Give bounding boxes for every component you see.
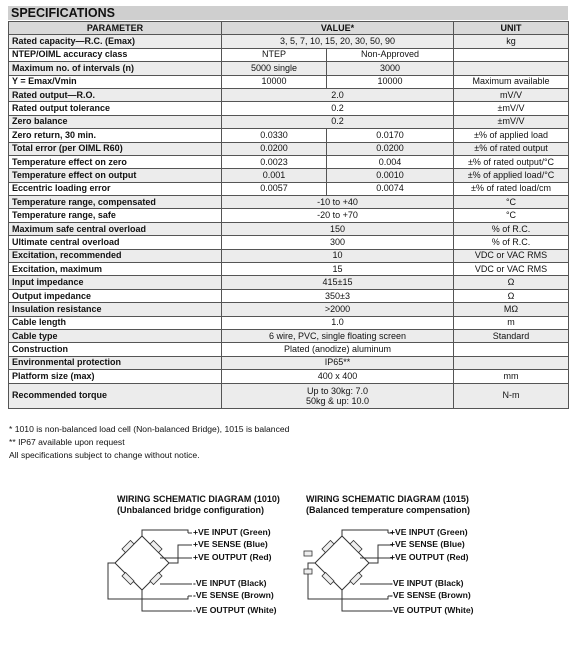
schematic-subtitle: (Balanced temperature compensation) [306, 505, 471, 515]
footnote: ** IP67 available upon request [9, 437, 125, 447]
row-unit: ±% of rated output [454, 142, 569, 155]
wire-label: -VE INPUT (Black) [390, 578, 464, 588]
table-row [9, 115, 569, 128]
row-unit: MΩ [454, 303, 569, 316]
table-row [9, 48, 569, 61]
row-unit: N-m [454, 383, 569, 408]
row-value-1010: NTEP [222, 48, 327, 61]
row-parameter: Temperature range, safe [9, 209, 222, 222]
table-row [9, 276, 569, 289]
row-value: 3, 5, 7, 10, 15, 20, 30, 50, 90 [222, 35, 454, 48]
row-parameter: Cable type [9, 329, 222, 342]
table-row [9, 356, 569, 369]
table-row [9, 142, 569, 155]
row-value: 10 [222, 249, 454, 262]
footnote: * 1010 is non-balanced load cell (Non-balanced Bridge), 1015 is balanced [9, 424, 290, 434]
row-parameter: Temperature effect on zero [9, 155, 222, 168]
row-value-1010: 10000 [222, 75, 327, 88]
schematic-subtitle: (Unbalanced bridge configuration) [117, 505, 265, 515]
row-unit: kg [454, 35, 569, 48]
row-parameter: Insulation resistance [9, 303, 222, 316]
row-unit [454, 356, 569, 369]
row-value: -10 to +40 [222, 196, 454, 209]
footnote: All specifications subject to change without notice. [9, 450, 200, 460]
wire-label: +VE SENSE (Blue) [390, 539, 465, 549]
wire-label: -VE INPUT (Black) [193, 578, 267, 588]
row-parameter: Eccentric loading error [9, 182, 222, 195]
table-row [9, 62, 569, 75]
header-value: VALUE* [222, 22, 454, 35]
wire-label: -VE OUTPUT (White) [390, 605, 474, 615]
row-unit: Maximum available [454, 75, 569, 88]
row-value-1015: Non-Approved [327, 48, 454, 61]
row-unit: ±% of applied load [454, 129, 569, 142]
schematic-title: WIRING SCHEMATIC DIAGRAM (1015) [306, 494, 469, 504]
row-parameter: Construction [9, 343, 222, 356]
table-row [9, 289, 569, 302]
table-row [9, 129, 569, 142]
row-parameter: Maximum safe central overload [9, 222, 222, 235]
table-row [9, 343, 569, 356]
row-parameter: Zero return, 30 min. [9, 129, 222, 142]
row-unit: °C [454, 196, 569, 209]
row-value: 300 [222, 236, 454, 249]
row-value-1015: 0.004 [327, 155, 454, 168]
row-unit: ±mV/V [454, 102, 569, 115]
row-value: 415±15 [222, 276, 454, 289]
row-value: -20 to +70 [222, 209, 454, 222]
row-parameter: Temperature effect on output [9, 169, 222, 182]
schematic-title: WIRING SCHEMATIC DIAGRAM (1010) [117, 494, 280, 504]
row-parameter: Y = Emax/Vmin [9, 75, 222, 88]
row-parameter: Zero balance [9, 115, 222, 128]
row-parameter: Output impedance [9, 289, 222, 302]
row-parameter: Total error (per OIML R60) [9, 142, 222, 155]
row-parameter: NTEP/OIML accuracy class [9, 48, 222, 61]
row-value-1015: 0.0200 [327, 142, 454, 155]
row-value-1010: 0.0330 [222, 129, 327, 142]
row-value-1015: 10000 [327, 75, 454, 88]
header-unit: UNIT [454, 22, 569, 35]
row-value-1015: 0.0010 [327, 169, 454, 182]
table-row [9, 75, 569, 88]
row-value-1015: 0.0074 [327, 182, 454, 195]
row-unit: mV/V [454, 88, 569, 101]
row-value: 6 wire, PVC, single floating screen [222, 329, 454, 342]
torque-value-a: Up to 30kg: 7.0 [306, 385, 369, 396]
specifications-table [8, 21, 569, 409]
row-parameter: Rated output tolerance [9, 102, 222, 115]
row-unit: Ω [454, 276, 569, 289]
wire-label: +VE SENSE (Blue) [193, 539, 268, 549]
row-value-1010: 0.0023 [222, 155, 327, 168]
row-value: 0.2 [222, 115, 454, 128]
header-parameter: PARAMETER [9, 22, 222, 35]
schematic-1010-heading [117, 494, 280, 516]
row-unit: °C [454, 209, 569, 222]
wire-label: -VE SENSE (Brown) [390, 590, 471, 600]
row-unit: % of R.C. [454, 236, 569, 249]
table-row [9, 155, 569, 168]
row-value: 400 x 400 [222, 370, 454, 383]
wire-label: +VE INPUT (Green) [193, 527, 271, 537]
table-header-row [9, 22, 569, 35]
row-unit: ±% of rated load/cm [454, 182, 569, 195]
row-unit: mm [454, 370, 569, 383]
table-row [9, 209, 569, 222]
table-row [9, 88, 569, 101]
table-row [9, 303, 569, 316]
row-value-1010: 5000 single [222, 62, 327, 75]
row-parameter: Excitation, maximum [9, 263, 222, 276]
wire-label: -VE OUTPUT (White) [193, 605, 277, 615]
row-parameter: Ultimate central overload [9, 236, 222, 249]
row-parameter: Environmental protection [9, 356, 222, 369]
row-value-1015: 3000 [327, 62, 454, 75]
footnotes [9, 423, 289, 462]
table-row [9, 102, 569, 115]
row-value-1010: 0.0057 [222, 182, 327, 195]
row-value: >2000 [222, 303, 454, 316]
row-unit: ±mV/V [454, 115, 569, 128]
wire-label: +VE INPUT (Green) [390, 527, 468, 537]
row-unit: VDC or VAC RMS [454, 249, 569, 262]
table-row [9, 383, 569, 408]
row-value: Plated (anodize) aluminum [222, 343, 454, 356]
row-value: 350±3 [222, 289, 454, 302]
row-value: 150 [222, 222, 454, 235]
table-row [9, 263, 569, 276]
row-value: 2.0 [222, 88, 454, 101]
row-value-1010: 0.0200 [222, 142, 327, 155]
table-row [9, 222, 569, 235]
table-row [9, 370, 569, 383]
row-parameter: Recommended torque [9, 383, 222, 408]
row-value: IP65** [222, 356, 454, 369]
row-value: 1.0 [222, 316, 454, 329]
row-value: 15 [222, 263, 454, 276]
table-row [9, 316, 569, 329]
row-parameter: Input impedance [9, 276, 222, 289]
row-unit [454, 343, 569, 356]
torque-value-b: 50kg & up: 10.0 [305, 395, 370, 406]
row-unit: Standard [454, 329, 569, 342]
row-unit: m [454, 316, 569, 329]
table-row [9, 182, 569, 195]
table-row [9, 329, 569, 342]
table-row [9, 35, 569, 48]
row-value-1010: 0.001 [222, 169, 327, 182]
row-parameter: Excitation, recommended [9, 249, 222, 262]
row-unit: ±% of rated output/°C [454, 155, 569, 168]
table-row [9, 236, 569, 249]
row-parameter: Maximum no. of intervals (n) [9, 62, 222, 75]
wire-label: -VE SENSE (Brown) [193, 590, 274, 600]
wire-label: +VE OUTPUT (Red) [193, 552, 272, 562]
row-unit [454, 62, 569, 75]
row-parameter: Rated capacity—R.C. (Emax) [9, 35, 222, 48]
row-value: 0.2 [222, 102, 454, 115]
row-unit: Ω [454, 289, 569, 302]
row-parameter: Temperature range, compensated [9, 196, 222, 209]
wire-label: +VE OUTPUT (Red) [390, 552, 469, 562]
row-parameter: Platform size (max) [9, 370, 222, 383]
specifications-title: SPECIFICATIONS [8, 6, 568, 20]
schematic-1015-heading [306, 494, 470, 516]
row-value [222, 383, 454, 408]
row-value-1015: 0.0170 [327, 129, 454, 142]
table-row [9, 196, 569, 209]
row-unit: VDC or VAC RMS [454, 263, 569, 276]
row-parameter: Rated output—R.O. [9, 88, 222, 101]
row-unit [454, 48, 569, 61]
row-unit: % of R.C. [454, 222, 569, 235]
row-parameter: Cable length [9, 316, 222, 329]
row-unit: ±% of applied load/°C [454, 169, 569, 182]
table-row [9, 249, 569, 262]
table-row [9, 169, 569, 182]
